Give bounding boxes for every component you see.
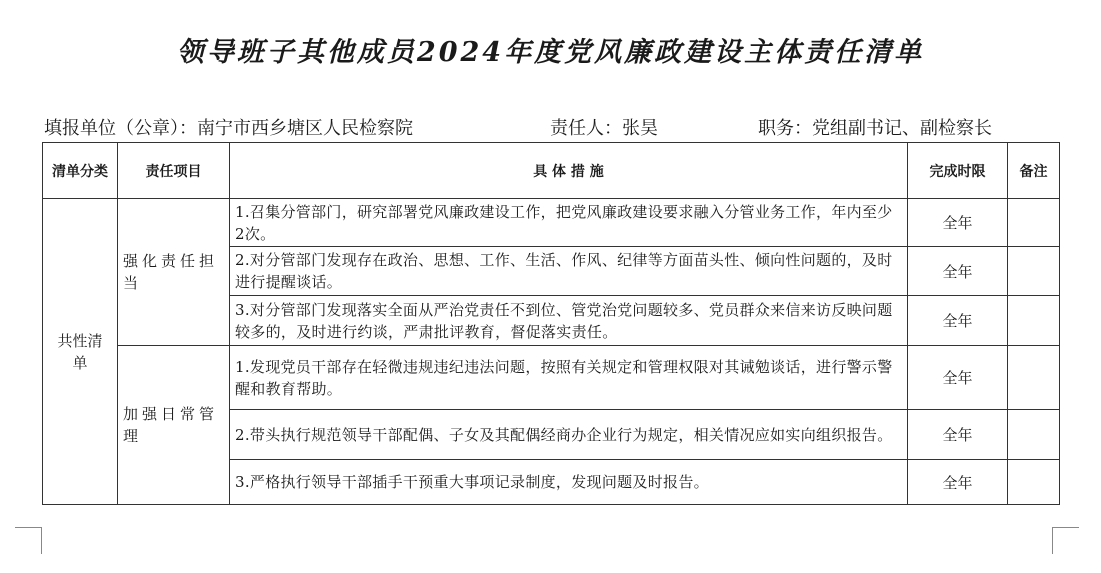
measure-cell: 2.带头执行规范领导干部配偶、子女及其配偶经商办企业行为规定，相关情况应如实向组织报告。 [230,410,908,460]
filling-unit: 填报单位（公章）：南宁市西乡塘区人民检察院 [44,118,413,139]
measure-cell: 2.对分管部门发现存在政治、思想、工作、生活、作风、纪律等方面苗头性、倾向性问题的，及时进行提醒谈话。 [230,247,908,296]
table-row [43,346,1060,410]
header-item: 责任项目 [118,143,230,199]
table-header-row [43,143,1060,199]
remark-cell [1008,346,1060,410]
page-corner-mark-right [1052,527,1079,554]
deadline-cell: 全年 [908,346,1008,410]
responsible-person: 责任人：张昊 [550,118,658,139]
deadline-cell: 全年 [908,199,1008,247]
responsibility-table [42,142,1060,505]
page-corner-mark-left [15,527,42,554]
measure-cell: 1.召集分管部门，研究部署党风廉政建设工作，把党风廉政建设要求融入分管业务工作，年内至少2次。 [230,199,908,247]
header-remark: 备注 [1008,143,1060,199]
deadline-cell: 全年 [908,460,1008,505]
remark-cell [1008,296,1060,346]
document-title: 领导班子其他成员2024年度党风廉政建设主体责任清单 [176,37,925,68]
remark-cell [1008,460,1060,505]
deadline-cell: 全年 [908,296,1008,346]
position: 职务：党组副书记、副检察长 [758,118,992,139]
measure-cell: 3.严格执行领导干部插手干预重大事项记录制度，发现问题及时报告。 [230,460,908,505]
measure-cell: 1.发现党员干部存在轻微违规违纪违法问题，按照有关规定和管理权限对其诫勉谈话，进行警示警醒和教育帮助。 [230,346,908,410]
table-row [43,199,1060,247]
deadline-cell: 全年 [908,247,1008,296]
header-deadline: 完成时限 [908,143,1008,199]
measure-cell: 3.对分管部门发现落实全面从严治党责任不到位、管党治党问题较多、党员群众来信来访反映问题较多的，及时进行约谈，严肃批评教育，督促落实责任。 [230,296,908,346]
category-cell: 共性清单 [43,199,118,505]
header-category: 清单分类 [43,143,118,199]
remark-cell [1008,247,1060,296]
header-measures: 具 体 措 施 [230,143,908,199]
item-cell: 强化责任担当 [118,199,230,346]
deadline-cell: 全年 [908,410,1008,460]
remark-cell [1008,410,1060,460]
remark-cell [1008,199,1060,247]
item-cell: 加强日常管理 [118,346,230,505]
